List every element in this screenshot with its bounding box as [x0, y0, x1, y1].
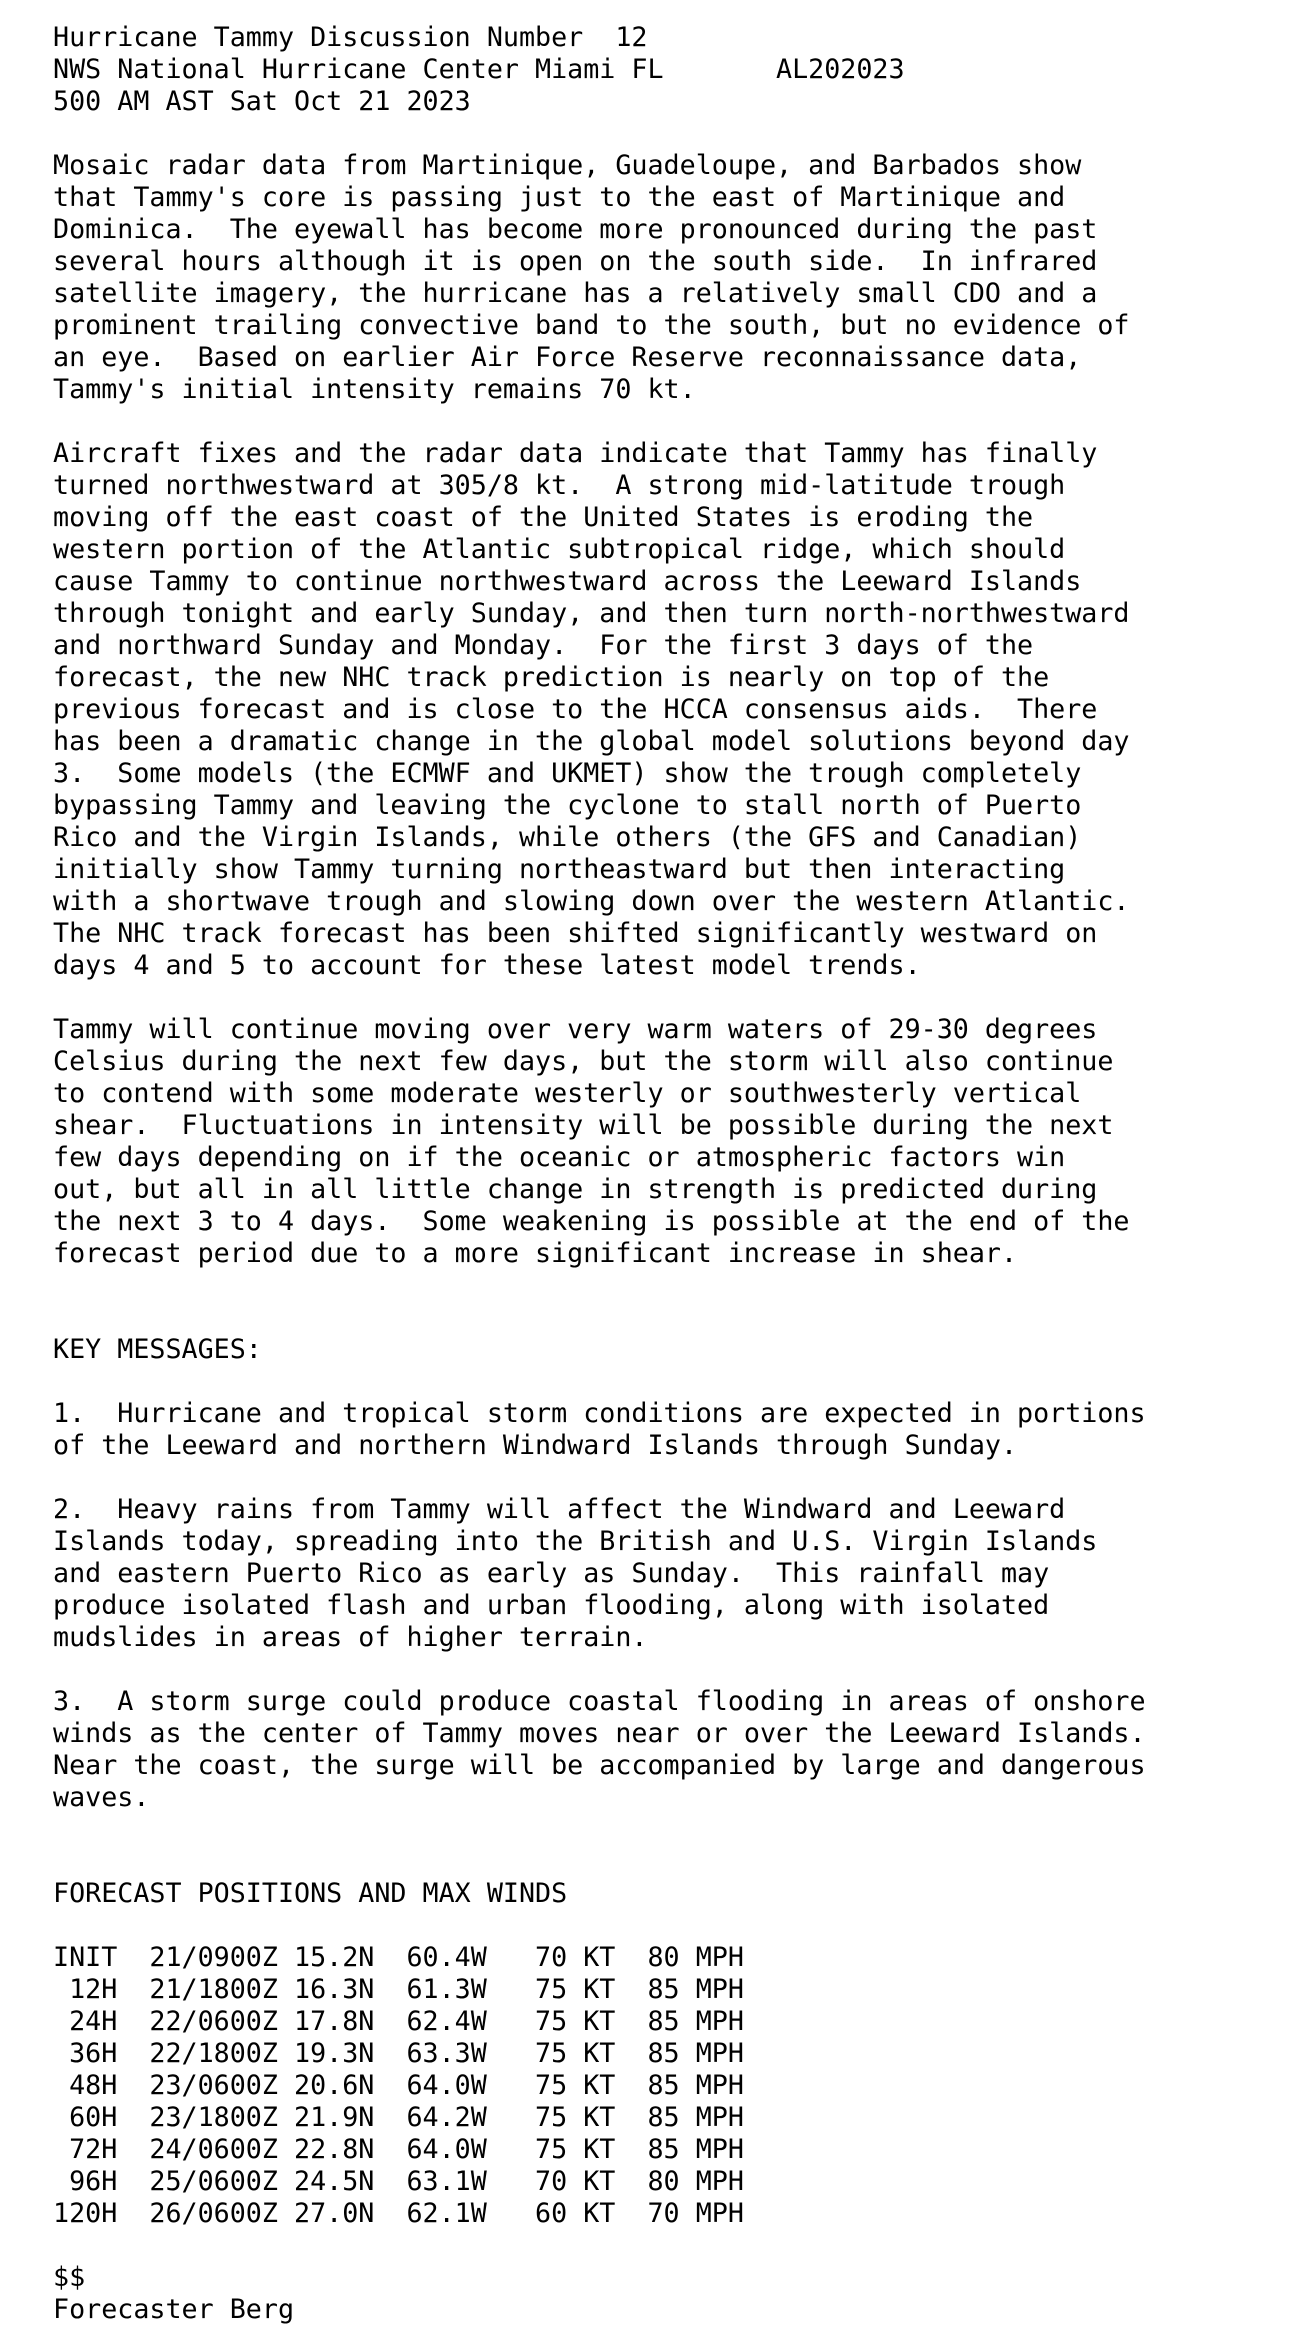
forecast-table — [53, 1942, 1146, 2230]
text-line: several hours although it is open on the south side. In infrared — [53, 246, 1098, 277]
text-line: Celsius during the next few days, but the storm will also continue — [53, 1046, 1114, 1077]
text-line: forecast period due to a more significant increase in shear. — [53, 1238, 1018, 1269]
text-line: 72H 24/0600Z 22.8N 64.0W 75 KT 85 MPH — [53, 2134, 744, 2165]
spacer — [53, 1910, 1146, 1942]
forecast-heading: FORECAST POSITIONS AND MAX WINDS — [53, 1878, 568, 1909]
text-line: shear. Fluctuations in intensity will be possible during the next — [53, 1110, 1114, 1141]
key-message-1 — [53, 1398, 1146, 1462]
discussion-paragraph-1 — [53, 150, 1146, 406]
text-line: bypassing Tammy and leaving the cyclone to stall north of Puerto — [53, 790, 1082, 821]
text-line: winds as the center of Tammy moves near or over the Leeward Islands. — [53, 1718, 1146, 1749]
spacer — [53, 118, 1146, 150]
text-line: Tammy's initial intensity remains 70 kt. — [53, 374, 696, 405]
text-line: 12H 21/1800Z 16.3N 61.3W 75 KT 85 MPH — [53, 1974, 744, 2005]
text-line: to contend with some moderate westerly or southwesterly vertical — [53, 1078, 1082, 1109]
text-line: Tammy will continue moving over very warm waters of 29-30 degrees — [53, 1014, 1098, 1045]
text-line: few days depending on if the oceanic or atmospheric factors win — [53, 1142, 1066, 1173]
spacer — [53, 1462, 1146, 1494]
text-line: has been a dramatic change in the global model solutions beyond day — [53, 726, 1130, 757]
spacer — [53, 1814, 1146, 1846]
text-line: initially show Tammy turning northeastward but then interacting — [53, 854, 1066, 885]
spacer — [53, 1654, 1146, 1686]
text-line: 2. Heavy rains from Tammy will affect the Windward and Leeward — [53, 1494, 1066, 1525]
text-line: out, but all in all little change in strength is predicted during — [53, 1174, 1098, 1205]
key-messages-heading: KEY MESSAGES: — [53, 1334, 262, 1365]
discussion-document — [53, 22, 1146, 2326]
text-line: days 4 and 5 to account for these latest model trends. — [53, 950, 921, 981]
text-line: 48H 23/0600Z 20.6N 64.0W 75 KT 85 MPH — [53, 2070, 744, 2101]
spacer — [53, 1270, 1146, 1302]
text-line: of the Leeward and northern Windward Islands through Sunday. — [53, 1430, 1018, 1461]
text-line: that Tammy's core is passing just to the east of Martinique and — [53, 182, 1066, 213]
text-line: Islands today, spreading into the British and U.S. Virgin Islands — [53, 1526, 1098, 1557]
text-line: 1. Hurricane and tropical storm conditions are expected in portions — [53, 1398, 1146, 1429]
text-line: and eastern Puerto Rico as early as Sunday. This rainfall may — [53, 1558, 1050, 1589]
office-line: NWS National Hurricane Center Miami FL AL202023 — [53, 54, 905, 85]
text-line: 36H 22/1800Z 19.3N 63.3W 75 KT 85 MPH — [53, 2038, 744, 2069]
text-line: forecast, the new NHC track prediction is nearly on top of the — [53, 662, 1050, 693]
text-line: satellite imagery, the hurricane has a relatively small CDO and a — [53, 278, 1098, 309]
text-line: moving off the east coast of the United States is eroding the — [53, 502, 1034, 533]
text-line: the next 3 to 4 days. Some weakening is possible at the end of the — [53, 1206, 1130, 1237]
text-line: Aircraft fixes and the radar data indicate that Tammy has finally — [53, 438, 1098, 469]
text-line: Rico and the Virgin Islands, while others (the GFS and Canadian) — [53, 822, 1082, 853]
text-line: with a shortwave trough and slowing down over the western Atlantic. — [53, 886, 1130, 917]
text-line: Mosaic radar data from Martinique, Guadeloupe, and Barbados show — [53, 150, 1082, 181]
spacer — [53, 982, 1146, 1014]
forecaster-signature: Forecaster Berg — [53, 2294, 295, 2325]
text-line: 3. A storm surge could produce coastal flooding in areas of onshore — [53, 1686, 1146, 1717]
text-line: 96H 25/0600Z 24.5N 63.1W 70 KT 80 MPH — [53, 2166, 744, 2197]
text-line: 60H 23/1800Z 21.9N 64.2W 75 KT 85 MPH — [53, 2102, 744, 2133]
text-line: Dominica. The eyewall has become more pronounced during the past — [53, 214, 1098, 245]
text-line: INIT 21/0900Z 15.2N 60.4W 70 KT 80 MPH — [53, 1942, 744, 1973]
spacer — [53, 406, 1146, 438]
discussion-paragraph-2 — [53, 438, 1146, 982]
text-line: and northward Sunday and Monday. For the first 3 days of the — [53, 630, 1034, 661]
spacer — [53, 2230, 1146, 2262]
text-line: an eye. Based on earlier Air Force Reserve reconnaissance data, — [53, 342, 1082, 373]
text-line: western portion of the Atlantic subtropical ridge, which should — [53, 534, 1066, 565]
product-terminator: $$ — [53, 2262, 86, 2293]
spacer — [53, 1846, 1146, 1878]
key-message-2 — [53, 1494, 1146, 1654]
text-line: previous forecast and is close to the HCCA consensus aids. There — [53, 694, 1098, 725]
text-line: through tonight and early Sunday, and then turn north-northwestward — [53, 598, 1130, 629]
text-line: prominent trailing convective band to the south, but no evidence of — [53, 310, 1130, 341]
text-line: 3. Some models (the ECMWF and UKMET) show the trough completely — [53, 758, 1082, 789]
discussion-paragraph-3 — [53, 1014, 1146, 1270]
issue-time: 500 AM AST Sat Oct 21 2023 — [53, 86, 471, 117]
text-line: cause Tammy to continue northwestward across the Leeward Islands — [53, 566, 1082, 597]
text-line: 24H 22/0600Z 17.8N 62.4W 75 KT 85 MPH — [53, 2006, 744, 2037]
text-line: The NHC track forecast has been shifted significantly westward on — [53, 918, 1098, 949]
text-line: waves. — [53, 1782, 150, 1813]
text-line: mudslides in areas of higher terrain. — [53, 1622, 648, 1653]
text-line: turned northwestward at 305/8 kt. A strong mid-latitude trough — [53, 470, 1066, 501]
spacer — [53, 1366, 1146, 1398]
spacer — [53, 1302, 1146, 1334]
key-message-3 — [53, 1686, 1146, 1814]
text-line: 120H 26/0600Z 27.0N 62.1W 60 KT 70 MPH — [53, 2198, 744, 2229]
text-line: Near the coast, the surge will be accompanied by large and dangerous — [53, 1750, 1146, 1781]
product-title: Hurricane Tammy Discussion Number 12 — [53, 22, 648, 53]
text-line: produce isolated flash and urban flooding, along with isolated — [53, 1590, 1050, 1621]
